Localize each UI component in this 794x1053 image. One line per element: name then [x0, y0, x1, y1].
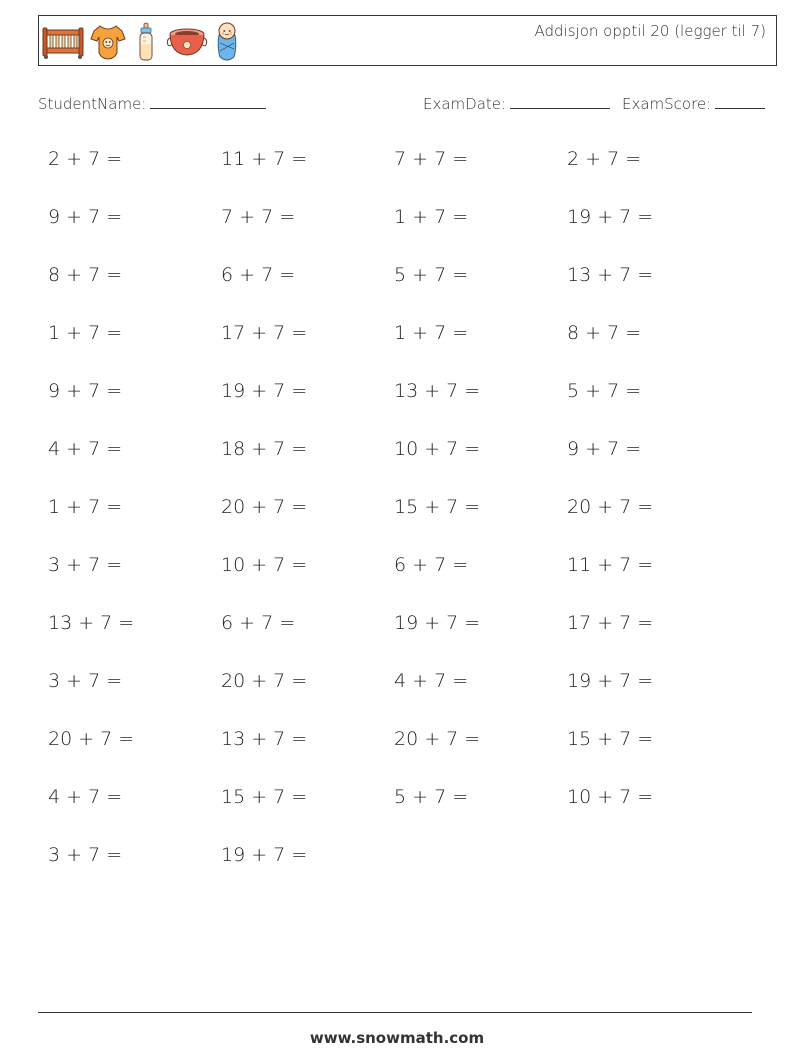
problem-r9-c1: 13 + 7 =	[48, 612, 135, 634]
problem-r8-c2: 10 + 7 =	[221, 554, 308, 576]
swaddled-baby-icon	[214, 21, 240, 63]
problem-r12-c3: 5 + 7 =	[394, 786, 469, 808]
problem-r5-c2: 19 + 7 =	[221, 380, 308, 402]
problem-r10-c2: 20 + 7 =	[221, 670, 308, 692]
problem-r10-c4: 19 + 7 =	[567, 670, 654, 692]
problem-r13-c1: 3 + 7 =	[48, 844, 123, 866]
problem-r3-c4: 13 + 7 =	[567, 264, 654, 286]
problem-r3-c3: 5 + 7 =	[394, 264, 469, 286]
problem-r7-c4: 20 + 7 =	[567, 496, 654, 518]
problem-r1-c3: 7 + 7 =	[394, 148, 469, 170]
problem-r2-c1: 9 + 7 =	[48, 206, 123, 228]
problem-r8-c3: 6 + 7 =	[394, 554, 469, 576]
exam-score-label: ExamScore:	[622, 95, 712, 113]
problem-r7-c2: 20 + 7 =	[221, 496, 308, 518]
problem-r4-c3: 1 + 7 =	[394, 322, 469, 344]
problem-r8-c1: 3 + 7 =	[48, 554, 123, 576]
problem-r10-c3: 4 + 7 =	[394, 670, 469, 692]
problem-r9-c4: 17 + 7 =	[567, 612, 654, 634]
problem-r8-c4: 11 + 7 =	[567, 554, 654, 576]
student-name-blank[interactable]	[150, 93, 266, 109]
problem-r7-c3: 15 + 7 =	[394, 496, 481, 518]
problem-r1-c2: 11 + 7 =	[221, 148, 308, 170]
exam-score-blank[interactable]	[715, 93, 765, 109]
problem-r6-c4: 9 + 7 =	[567, 438, 642, 460]
exam-date-field	[423, 93, 610, 113]
problem-r4-c2: 17 + 7 =	[221, 322, 308, 344]
problem-r7-c1: 1 + 7 =	[48, 496, 123, 518]
problem-r5-c1: 9 + 7 =	[48, 380, 123, 402]
problem-r1-c1: 2 + 7 =	[48, 148, 123, 170]
problem-r12-c2: 15 + 7 =	[221, 786, 308, 808]
problem-r6-c3: 10 + 7 =	[394, 438, 481, 460]
problem-r5-c3: 13 + 7 =	[394, 380, 481, 402]
student-name-field	[38, 93, 266, 113]
problem-r10-c1: 3 + 7 =	[48, 670, 123, 692]
problem-r12-c1: 4 + 7 =	[48, 786, 123, 808]
problem-r6-c2: 18 + 7 =	[221, 438, 308, 460]
problem-r13-c2: 19 + 7 =	[221, 844, 308, 866]
student-name-label: StudentName:	[38, 95, 147, 113]
exam-score-field	[622, 93, 765, 113]
baby-bodysuit-icon	[90, 23, 126, 61]
problem-r4-c1: 1 + 7 =	[48, 322, 123, 344]
worksheet-header	[38, 15, 777, 66]
problem-r12-c4: 10 + 7 =	[567, 786, 654, 808]
problem-r9-c3: 19 + 7 =	[394, 612, 481, 634]
problem-r3-c1: 8 + 7 =	[48, 264, 123, 286]
exam-date-blank[interactable]	[510, 93, 610, 109]
icon-strip	[42, 20, 246, 64]
problem-r2-c2: 7 + 7 =	[221, 206, 296, 228]
problem-r6-c1: 4 + 7 =	[48, 438, 123, 460]
problem-r11-c4: 15 + 7 =	[567, 728, 654, 750]
problem-r11-c3: 20 + 7 =	[394, 728, 481, 750]
baby-bottle-icon	[132, 22, 160, 62]
potty-icon	[166, 24, 208, 60]
crib-icon	[42, 24, 84, 60]
problem-r3-c2: 6 + 7 =	[221, 264, 296, 286]
problem-r2-c4: 19 + 7 =	[567, 206, 654, 228]
problem-r11-c2: 13 + 7 =	[221, 728, 308, 750]
exam-date-label: ExamDate:	[423, 95, 507, 113]
problem-r1-c4: 2 + 7 =	[567, 148, 642, 170]
problem-r2-c3: 1 + 7 =	[394, 206, 469, 228]
problem-r9-c2: 6 + 7 =	[221, 612, 296, 634]
worksheet-title: Addisjon opptil 20 (legger til 7)	[534, 22, 766, 40]
problem-r11-c1: 20 + 7 =	[48, 728, 135, 750]
problem-r5-c4: 5 + 7 =	[567, 380, 642, 402]
problem-r4-c4: 8 + 7 =	[567, 322, 642, 344]
footer-divider	[38, 1012, 752, 1013]
footer-site: www.snowmath.com	[309, 1029, 485, 1047]
